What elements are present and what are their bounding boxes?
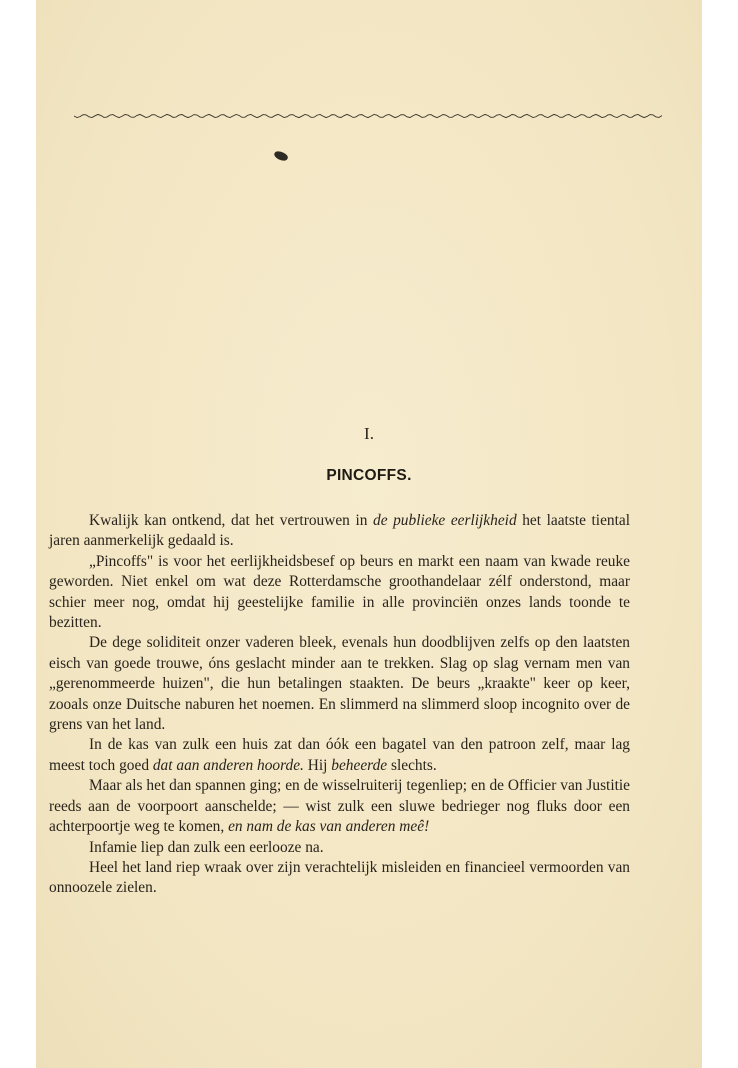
emphasis: en nam de kas van anderen meê! [228, 818, 430, 836]
chapter-body [49, 511, 630, 899]
decorative-wavy-rule [74, 112, 664, 120]
emphasis: beheerde [331, 756, 388, 774]
paragraph: Heel het land riep wraak over zijn verachtelijk misleiden en financieel vermoorden van onnoozele zielen. [49, 858, 630, 897]
ink-blot [273, 149, 289, 162]
emphasis: de publieke eerlijkheid [373, 512, 517, 529]
paragraph: „Pincoffs" is voor het eerlijkheidsbesef op beurs en markt een naam van kwade reuke geworden. Niet enkel om wat deze Rotterdamsche groothandelaar zélf onderstond, maar schier meer nog, omdat hij geestelijke familie in alle provinciën onzes lands toonde te bezitten. [49, 552, 630, 632]
emphasis: dat aan anderen hoorde. [152, 756, 304, 774]
scan-margin-left [0, 0, 36, 1068]
paragraph: De dege soliditeit onzer vaderen bleek, evenals hun doodblijven zelfs op den laatsten eisch van goede trouwe, óns geslacht minder aan te trekken. Slag op slag vernam men van „gerenommeerde huizen", die hun betalingen staakten. De beurs „kraakte" keer op keer, zooals onze Duitsche naburen het noemen. En slimmerd na slimmerd sloop incognito over de grens van het land. [49, 634, 630, 734]
paragraph: Infamie liep dan zulk een eerlooze na. [89, 838, 324, 856]
chapter-number: I. [364, 424, 374, 443]
book-page [36, 0, 702, 1068]
chapter-title: PINCOFFS. [326, 467, 412, 484]
paragraph: Maar als het dan spannen ging; en de wisselruiterij tegenliep; en de Officier van Justitie reeds aan de voorpoort aanschelde; — wist zulk een sluwe bedrieger nog fluks door een achterpoortje weg te komen, en nam de kas van anderen meê! [49, 777, 630, 836]
paragraph: In de kas van zulk een huis zat dan óók een bagatel van den patroon zelf, maar lag meest toch goed dat aan anderen hoorde. Hij beheerde slechts. [49, 736, 630, 774]
paragraph: Kwalijk kan ontkend, dat het vertrouwen in de publieke eerlijkheid het laatste tiental jaren aanmerkelijk gedaald is. [49, 512, 630, 550]
scan-margin-right [702, 0, 738, 1068]
